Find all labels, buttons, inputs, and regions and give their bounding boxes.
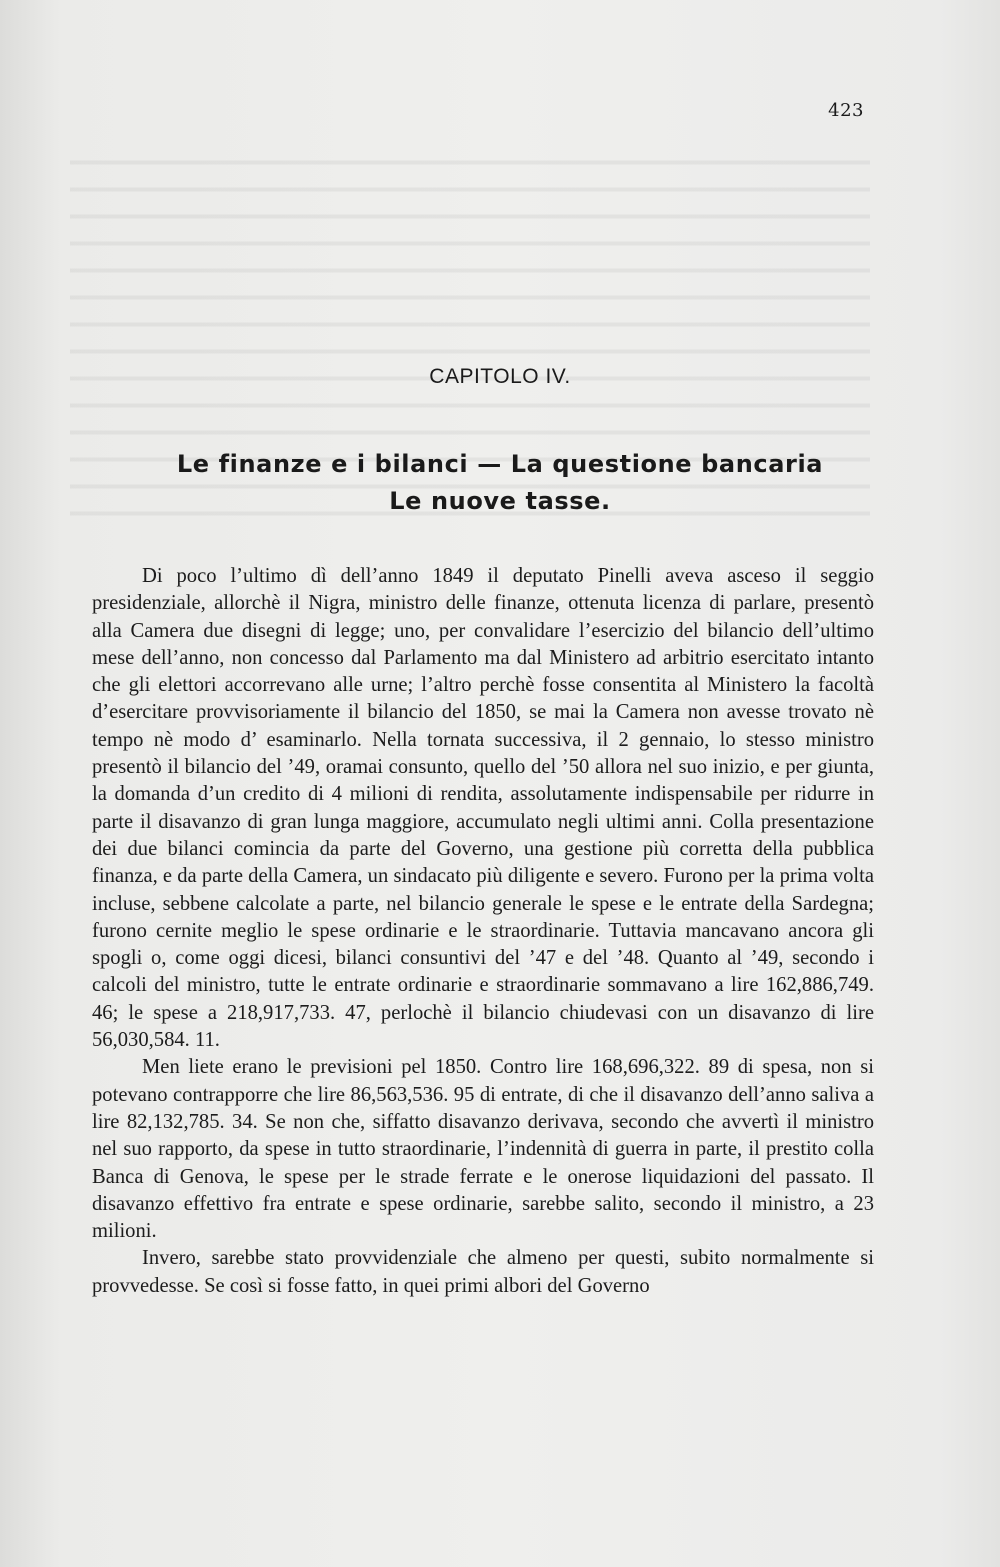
chapter-title-line-2: Le nuove tasse. [389,487,611,515]
page-number: 423 [828,100,864,121]
paragraph: Di poco l’ultimo dì dell’anno 1849 il deputato Pinelli aveva asceso il seggio presidenziale, allorchè il Nigra, ministro delle finanze, ottenuta licenza di parlare, presentò alla Camera due disegni di legge; uno, per convalidare l’esercizio del bilancio dell’ultimo mese dell’anno, non concesso dal Parlamento ma dal Ministero ad arbitrio esercitato intanto che gli elettori accorrevano alle urne; l’altro perchè fosse consentita al Ministero la facoltà d’esercitare provvisoriamente il bilancio del 1850, se mai la Camera non avesse trovato nè tempo nè modo d’ esaminarlo. Nella tornata successiva, il 2 gennaio, lo stesso ministro presentò il bilancio del ’49, oramai consunto, quello del ’50 allora nel suo inizio, e per giunta, la domanda d’un credito di 4 milioni di rendita, assolutamente indispensabile per ridurre in parte il disavanzo di gran lunga maggiore, accumulato negli ultimi anni. Colla presentazione dei due bilanci comincia da parte del Governo, una gestione più corretta della pubblica finanza, e da parte della Camera, un sindacato più diligente e severo. Furono per la prima volta incluse, sebbene calcolate a parte, nel bilancio generale le spese e le entrate della Sardegna; furono cernite meglio le spese ordinarie e le straordinarie. Tuttavia mancavano ancora gli spogli o, come oggi dicesi, bilanci consuntivi del ’47 e del ’48. Quanto al ’49, secondo i calcoli del ministro, tutte le entrate ordinarie e straordinarie sommavano a lire 162,886,749. 46; le spese a 218,917,733. 47, perlochè il bilancio chiudevasi con un disavanzo di lire 56,030,584. 11. [92,565,874,1052]
paragraph: Invero, sarebbe stato provvidenziale che almeno per questi, subito normalmente si provvedesse. Se così si fosse fatto, in quei primi albori del Governo [92,1247,874,1297]
paragraph: Men liete erano le previsioni pel 1850. Contro lire 168,696,322. 89 di spesa, non si potevano contrapporre che lire 86,563,536. 95 di entrate, di che il disavanzo dell’anno saliva a lire 82,132,785. 34. Se non che, siffatto disavanzo derivava, secondo che avvertì il ministro nel suo rapporto, da spese in tutto straordinarie, l’indennità di guerra in parte, il prestito colla Banca di Genova, le spese per le strade ferrate e le onerose liquidazioni del passato. Il disavanzo effettivo fra entrate e spese ordinarie, sarebbe salito, secondo il ministro, a 23 milioni. [92,1056,874,1243]
chapter-heading: CAPITOLO IV. [429,365,571,388]
chapter-title-line-1: Le finanze e i bilanci — La questione bancaria [176,450,824,478]
body-text [92,563,874,1300]
